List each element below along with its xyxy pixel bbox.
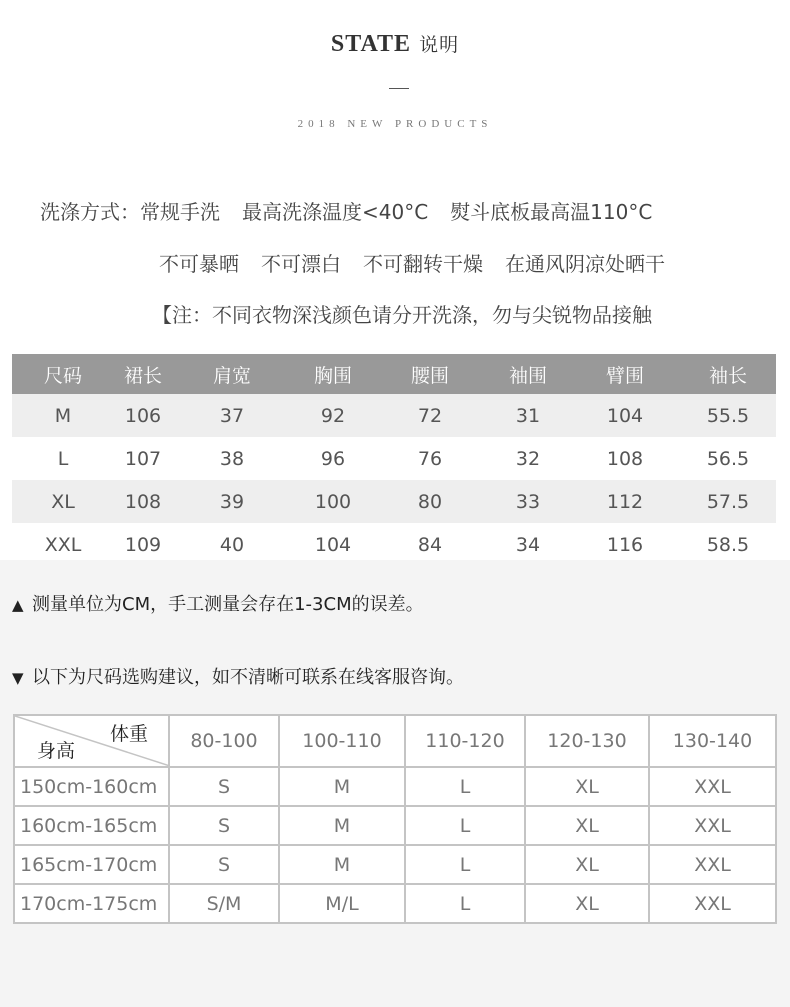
col-header: 裙长 <box>114 354 172 394</box>
col-header: 袖长 <box>680 354 776 394</box>
size-table <box>12 354 776 566</box>
table-cell: 58.5 <box>706 533 750 556</box>
table-cell: 31 <box>486 394 570 437</box>
table-cell: 84 <box>417 533 443 556</box>
table-cell: 106 <box>114 394 172 437</box>
table-cell: XXL <box>44 533 82 556</box>
size-cell: XL <box>525 806 649 845</box>
height-range: 150cm-160cm <box>14 767 169 806</box>
title-cn: 说明 <box>419 34 460 56</box>
table-cell: 112 <box>570 480 680 523</box>
wash-line-2 <box>159 248 687 277</box>
size-cell: XXL <box>649 845 776 884</box>
size-cell: M <box>279 767 405 806</box>
table-cell: 108 <box>606 447 644 470</box>
header <box>0 0 790 170</box>
size-cell: L <box>405 845 525 884</box>
col-header: 肩宽 <box>172 354 292 394</box>
wash-method: 洗涤方式：常规手洗 <box>40 200 220 224</box>
size-cell: XL <box>525 845 649 884</box>
size-cell: XXL <box>649 767 776 806</box>
table-cell: 104 <box>570 394 680 437</box>
size-cell: L <box>405 884 525 923</box>
size-cell: S <box>169 806 279 845</box>
height-range: 160cm-165cm <box>14 806 169 845</box>
col-header: 腰围 <box>374 354 486 394</box>
rec-header-row <box>14 715 776 767</box>
table-cell: 116 <box>606 533 644 556</box>
size-cell: L <box>405 767 525 806</box>
wash-care-1: 不可暴晒 <box>159 252 239 276</box>
table-cell: 107 <box>124 447 162 470</box>
table-row <box>12 394 776 437</box>
table-cell: 56.5 <box>706 447 750 470</box>
recommendation-note-text: 以下为尺码选购建议，如不清晰可联系在线客服咨询。 <box>32 667 464 688</box>
size-cell: XL <box>525 767 649 806</box>
height-range: 165cm-170cm <box>14 845 169 884</box>
iron-max-temp: 熨斗底板最高温110°C <box>450 200 653 224</box>
weight-header: 100-110 <box>279 715 405 767</box>
table-cell: L <box>57 447 69 470</box>
table-cell: 80 <box>374 480 486 523</box>
col-header: 臂围 <box>570 354 680 394</box>
table-row <box>12 437 776 480</box>
table-cell: 38 <box>219 447 245 470</box>
table-cell: 104 <box>314 533 352 556</box>
size-recommendation-table <box>13 714 777 924</box>
table-cell: 32 <box>515 447 541 470</box>
table-cell: 109 <box>124 533 162 556</box>
table-cell: 33 <box>486 480 570 523</box>
measurement-note <box>12 590 424 616</box>
weight-header: 120-130 <box>525 715 649 767</box>
table-cell: 55.5 <box>680 394 776 437</box>
col-header: 尺码 <box>12 354 114 394</box>
table-cell: 100 <box>292 480 374 523</box>
table-cell: 76 <box>417 447 443 470</box>
recommendation-note <box>12 663 464 689</box>
size-cell: XXL <box>649 884 776 923</box>
size-cell: XXL <box>649 806 776 845</box>
wash-care-2: 不可漂白 <box>261 252 341 276</box>
table-row <box>14 845 776 884</box>
size-cell: M <box>279 806 405 845</box>
wash-care-4: 在通风阴凉处晒干 <box>505 252 665 276</box>
table-row <box>12 480 776 523</box>
table-cell: M <box>12 394 114 437</box>
size-cell: S <box>169 767 279 806</box>
table-row <box>14 806 776 845</box>
weight-header: 80-100 <box>169 715 279 767</box>
size-cell: S <box>169 845 279 884</box>
size-table-header <box>12 354 776 394</box>
page-title <box>0 30 790 58</box>
table-row <box>14 884 776 923</box>
measurement-note-text: 测量单位为CM，手工测量会存在1-3CM的误差。 <box>32 594 424 615</box>
subtitle: 2018 NEW PRODUCTS <box>297 118 493 130</box>
weight-header: 130-140 <box>649 715 776 767</box>
col-header: 胸围 <box>292 354 374 394</box>
col-header: 袖围 <box>486 354 570 394</box>
wash-line-1 <box>40 196 674 225</box>
wash-max-temp: 最高洗涤温度<40°C <box>242 200 429 224</box>
size-cell: M <box>279 845 405 884</box>
size-cell: XL <box>525 884 649 923</box>
wash-line-3: 【注：不同衣物深浅颜色请分开洗涤，勿与尖锐物品接触 <box>152 303 652 327</box>
table-cell: 34 <box>515 533 541 556</box>
table-cell: 40 <box>219 533 245 556</box>
table-cell: 92 <box>292 394 374 437</box>
corner-cell <box>14 715 169 767</box>
weight-header: 110-120 <box>405 715 525 767</box>
triangle-down-icon: ▼ <box>12 669 24 687</box>
wash-care-3: 不可翻转干燥 <box>363 252 483 276</box>
table-cell: 72 <box>374 394 486 437</box>
size-cell: S/M <box>169 884 279 923</box>
size-cell: L <box>405 806 525 845</box>
height-range: 170cm-175cm <box>14 884 169 923</box>
table-cell: 108 <box>114 480 172 523</box>
divider <box>389 88 409 89</box>
weight-label: 体重 <box>109 723 148 745</box>
title-en: STATE <box>330 31 412 57</box>
table-cell: 37 <box>172 394 292 437</box>
table-cell: 96 <box>320 447 346 470</box>
table-cell: XL <box>12 480 114 523</box>
table-cell: 57.5 <box>680 480 776 523</box>
size-cell: M/L <box>279 884 405 923</box>
table-cell: 39 <box>172 480 292 523</box>
table-row <box>14 767 776 806</box>
triangle-up-icon: ▲ <box>12 596 24 614</box>
height-label: 身高 <box>37 740 76 762</box>
